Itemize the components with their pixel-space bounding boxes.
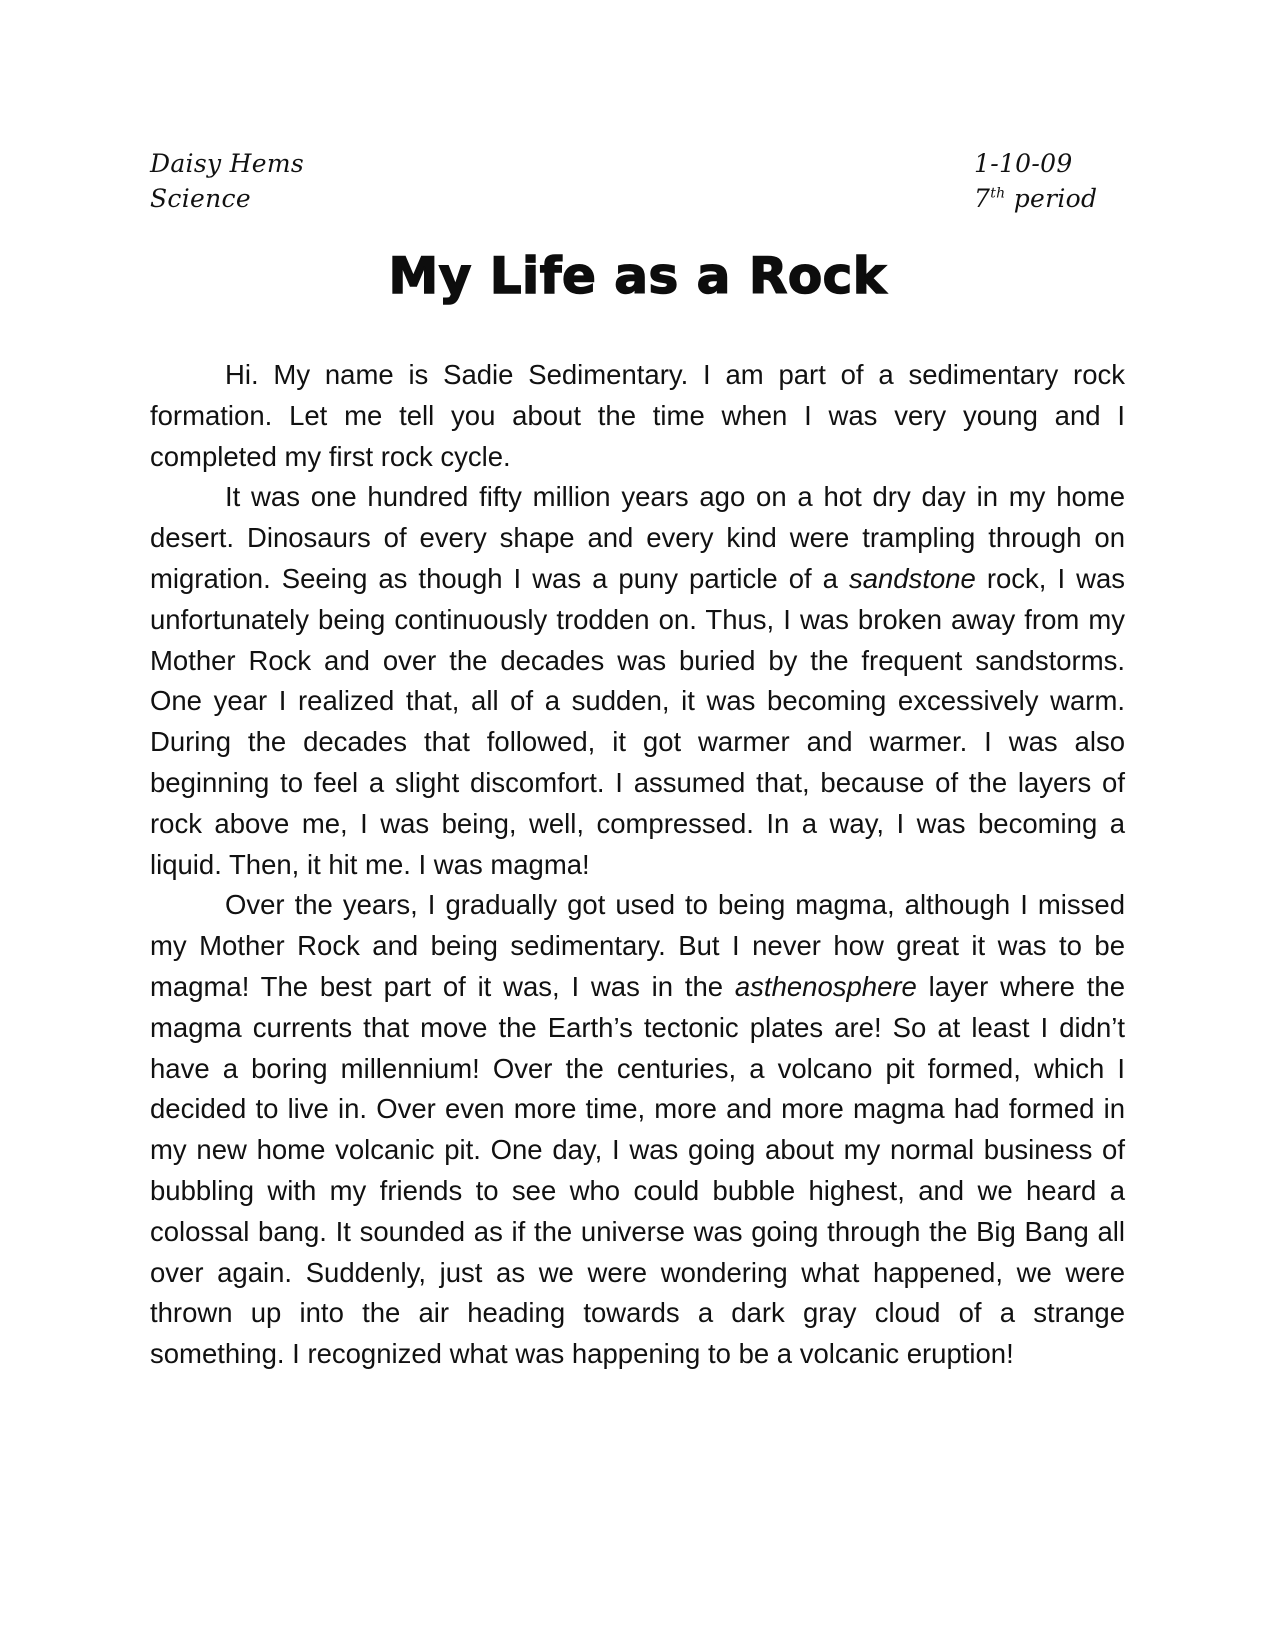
class-period bbox=[974, 181, 1097, 216]
class-subject: Science bbox=[150, 184, 251, 213]
paragraph-1: Hi. My name is Sadie Sedimentary. I am part of a sedimentary rock formation. Let me tell you about the time when I was very young and I completed my first rock cycle. bbox=[150, 359, 1125, 472]
essay-title: My Life as a Rock bbox=[388, 247, 887, 305]
student-name: Daisy Hems bbox=[150, 149, 304, 178]
header-student-info bbox=[150, 146, 304, 216]
assignment-date: 1-10-09 bbox=[974, 149, 1073, 178]
essay-body bbox=[150, 355, 1125, 1375]
paragraph-3-text-a: Over the years, I gradually got used to being magma, although I missed my Mother Rock and being sedimentary. But I never how great it was to be magma! The best part of it was, I was in the bbox=[150, 889, 1125, 1002]
paragraph-2-text-a: It was one hundred fifty million years ago on a hot dry day in my home desert. Dinosaurs of every shape and every kind were trampling through on migration. Seeing as though I was a puny particle of a bbox=[150, 481, 1125, 594]
header-date-info bbox=[974, 146, 1097, 216]
period-word: period bbox=[1005, 184, 1098, 213]
period-suffix: th bbox=[990, 185, 1006, 202]
paragraph-3 bbox=[150, 885, 1125, 1375]
period-number: 7 bbox=[974, 184, 991, 213]
paragraph-2 bbox=[150, 477, 1125, 885]
paragraph-3-emphasis: asthenosphere bbox=[734, 970, 917, 1002]
paragraph-3-text-b: layer where the magma currents that move the Earth’s tectonic plates are! So at least I didn’t have a boring millennium! Over the centuries, a volcano pit formed, which I decided to live in. Over even more time, more and more magma had formed in my new home volcanic pit. One day, I was going about my normal business of bubbling with my friends to see who could bubble highest, and we heard a colossal bang. It sounded as if the universe was going through the Big Bang all over again. Suddenly, just as we were wondering what happened, we were thrown up into the air heading towards a dark gray cloud of a strange something. I recognized what was happening to be a volcanic eruption! bbox=[150, 970, 1126, 1370]
paragraph-2-emphasis: sandstone bbox=[848, 562, 976, 594]
paragraph-2-text-b: rock, I was unfortunately being continuously trodden on. Thus, I was broken away from my Mother Rock and over the decades was buried by the frequent sandstorms. One year I realized that, all of a sudden, it was becoming excessively warm. During the decades that followed, it got warmer and warmer. I was also beginning to feel a slight discomfort. I assumed that, because of the layers of rock above me, I was being, well, compressed. In a way, I was becoming a liquid. Then, it hit me. I was magma! bbox=[150, 562, 1125, 880]
